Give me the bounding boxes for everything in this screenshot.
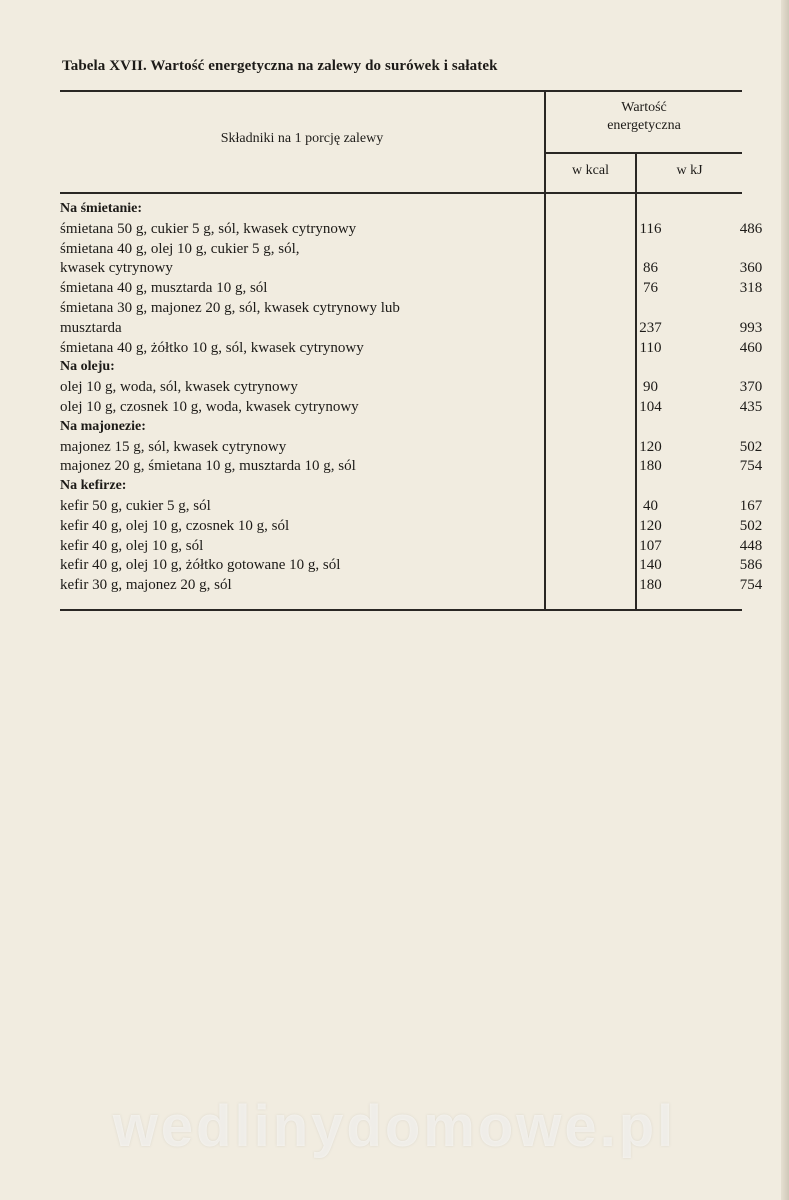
table-row <box>60 239 740 259</box>
ingredient-text: kwasek cytrynowy <box>60 260 173 277</box>
ingredient-text: olej 10 g, woda, sól, kwasek cytrynowy <box>60 379 298 396</box>
ingredient-text: śmietana 50 g, cukier 5 g, sól, kwasek cytrynowy <box>60 220 357 237</box>
kcal-value: 120 <box>639 438 662 455</box>
kcal-value: 86 <box>643 260 658 277</box>
ingredient-text: musztarda <box>60 319 122 336</box>
table-row <box>60 258 763 278</box>
kj-value: 318 <box>739 280 763 297</box>
table-row <box>60 219 763 239</box>
kcal-value: 40 <box>643 498 658 514</box>
section-heading-row <box>60 476 740 496</box>
kj-value: 502 <box>739 517 763 534</box>
kcal-value: 140 <box>639 557 662 574</box>
header-kcal: w kcal <box>572 163 609 178</box>
ingredient-text: śmietana 40 g, olej 10 g, cukier 5 g, sól, <box>60 240 300 257</box>
table-row <box>60 278 763 298</box>
header-ingredients: Składniki na 1 porcję zalewy <box>220 131 384 146</box>
kcal-value: 120 <box>639 517 662 534</box>
header-bottom-rule <box>60 192 742 194</box>
table-row <box>60 536 763 556</box>
table-row <box>60 437 763 457</box>
table-row <box>60 338 763 358</box>
ingredient-text: majonez 20 g, śmietana 10 g, musztarda 10 g, sól <box>60 458 356 475</box>
table-row <box>60 516 763 536</box>
ingredient-text: kefir 40 g, olej 10 g, żółtko gotowane 10 g, sól <box>60 557 341 574</box>
page-edge <box>781 0 789 1200</box>
ingredient-text: olej 10 g, czosnek 10 g, woda, kwasek cytrynowy <box>60 399 359 415</box>
ingredient-text: majonez 15 g, sól, kwasek cytrynowy <box>60 438 287 455</box>
kj-value: 993 <box>739 319 763 336</box>
kcal-value: 180 <box>639 458 662 475</box>
header-kj: w kJ <box>676 163 703 178</box>
kj-value: 502 <box>739 438 763 455</box>
ingredient-text: śmietana 40 g, żółtko 10 g, sól, kwasek cytrynowy <box>60 339 364 356</box>
table-row <box>60 298 740 318</box>
table-row <box>60 397 763 417</box>
table-row <box>60 456 763 476</box>
section-heading: Na oleju: <box>60 359 115 375</box>
ingredient-text: kefir 40 g, olej 10 g, czosnek 10 g, sól <box>60 517 290 534</box>
kcal-value: 237 <box>639 319 662 336</box>
kcal-value: 107 <box>639 537 662 554</box>
section-heading-row <box>60 199 740 219</box>
section-heading-row <box>60 357 740 377</box>
table-bottom-rule <box>60 609 742 611</box>
kj-value: 370 <box>739 379 763 396</box>
kcal-value: 90 <box>643 379 658 396</box>
section-heading-row <box>60 417 740 437</box>
value-subheader-rule <box>545 152 742 154</box>
section-heading: Na majonezie: <box>60 418 146 434</box>
kj-value: 360 <box>739 260 763 277</box>
ingredient-text: śmietana 30 g, majonez 20 g, sól, kwasek cytrynowy lub <box>60 300 400 316</box>
kj-value: 460 <box>739 339 763 356</box>
kj-value: 167 <box>739 498 763 514</box>
header-energy-value-line2: energetyczna <box>607 118 681 133</box>
section-heading: Na śmietanie: <box>60 201 143 216</box>
kj-value: 448 <box>739 537 763 554</box>
kcal-value: 180 <box>639 577 662 594</box>
table-row <box>60 575 763 595</box>
table-row <box>60 377 763 397</box>
table-row <box>60 496 763 516</box>
kj-value: 435 <box>739 399 763 415</box>
watermark: wedlinydomowe.pl <box>112 1094 677 1159</box>
ingredient-text: kefir 40 g, olej 10 g, sól <box>60 537 204 554</box>
kcal-value: 116 <box>639 220 662 237</box>
kj-value: 486 <box>739 220 763 237</box>
kj-value: 754 <box>739 458 763 475</box>
kcal-value: 110 <box>639 339 662 356</box>
table-row <box>60 555 763 575</box>
section-heading: Na kefirze: <box>60 478 127 494</box>
kcal-value: 104 <box>639 399 662 415</box>
kj-value: 586 <box>739 557 763 574</box>
header-energy-value-line1: Wartość <box>621 100 667 115</box>
ingredient-text: śmietana 40 g, musztarda 10 g, sól <box>60 280 268 297</box>
ingredient-text: kefir 50 g, cukier 5 g, sól <box>60 498 211 514</box>
table-top-rule <box>60 90 742 92</box>
kj-value: 754 <box>739 577 763 594</box>
table-row <box>60 318 763 338</box>
kcal-value: 76 <box>643 280 658 297</box>
ingredient-text: kefir 30 g, majonez 20 g, sól <box>60 577 232 594</box>
table-title: Tabela XVII. Wartość energetyczna na zalewy do surówek i sałatek <box>62 58 498 74</box>
